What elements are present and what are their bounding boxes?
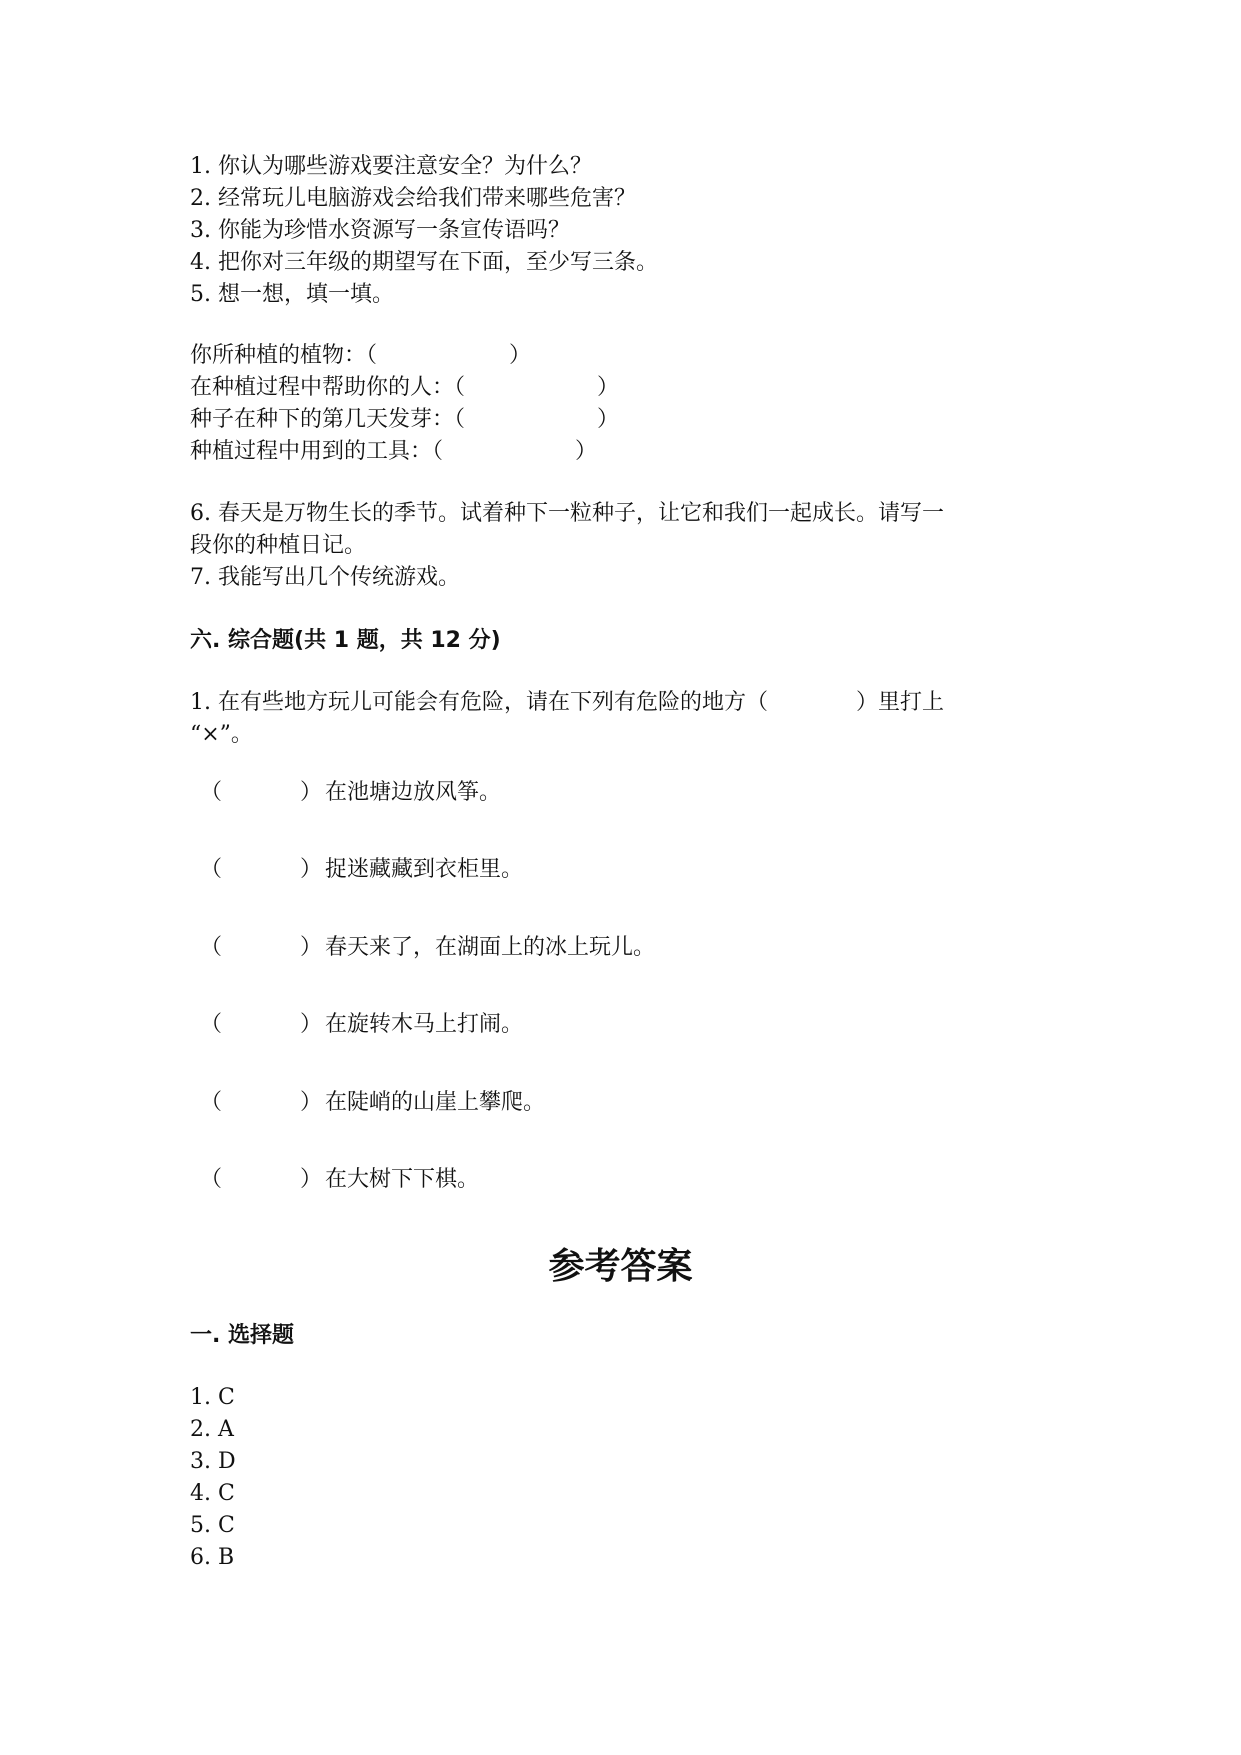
answer-bracket-close: ） <box>300 1090 323 1115</box>
section-6-question-line-1: 1. 在有些地方玩儿可能会有危险，请在下列有危险的地方（ ）里打上 <box>190 690 944 715</box>
question-1: 1. 你认为哪些游戏要注意安全？为什么？ <box>190 154 592 179</box>
answer-bracket-close: ） <box>300 780 323 805</box>
question-4: 4. 把你对三年级的期望写在下面，至少写三条。 <box>190 250 658 275</box>
answer-bracket-close: ） <box>300 857 323 882</box>
question-2: 2. 经常玩儿电脑游戏会给我们带来哪些危害？ <box>190 186 636 211</box>
statement-6: 在大树下下棋。 <box>325 1167 480 1192</box>
answer-3: 3. D <box>190 1449 236 1474</box>
section-6-question-line-2: “×”。 <box>190 722 253 747</box>
answer-bracket-open[interactable]: （ <box>200 1167 223 1192</box>
answer-bracket-close: ） <box>300 935 323 960</box>
statement-3: 春天来了，在湖面上的冰上玩儿。 <box>325 935 656 960</box>
question-3: 3. 你能为珍惜水资源写一条宣传语吗？ <box>190 218 570 243</box>
fill-item-sprout-day: 种子在种下的第几天发芽：（ ） <box>190 407 620 432</box>
answer-bracket-open[interactable]: （ <box>200 1090 223 1115</box>
question-6-line-1: 6. 春天是万物生长的季节。试着种下一粒种子，让它和我们一起成长。请写一 <box>190 501 944 526</box>
statement-2: 捉迷藏藏到衣柜里。 <box>325 857 524 882</box>
answer-bracket-close: ） <box>300 1167 323 1192</box>
fill-item-tools: 种植过程中用到的工具：（ ） <box>190 439 598 464</box>
answer-bracket-open[interactable]: （ <box>200 780 223 805</box>
statement-1: 在池塘边放风筝。 <box>325 780 502 805</box>
answer-1: 1. C <box>190 1385 235 1410</box>
answer-bracket-open[interactable]: （ <box>200 1012 223 1037</box>
answer-4: 4. C <box>190 1481 235 1506</box>
answer-5: 5. C <box>190 1513 235 1538</box>
statement-4: 在旋转木马上打闹。 <box>325 1012 524 1037</box>
answer-bracket-open[interactable]: （ <box>200 857 223 882</box>
fill-item-helper: 在种植过程中帮助你的人：（ ） <box>190 375 620 400</box>
answer-bracket-close: ） <box>300 1012 323 1037</box>
question-5: 5. 想一想，填一填。 <box>190 282 394 307</box>
fill-item-plant: 你所种植的植物：（ ） <box>190 343 532 368</box>
question-6-line-2: 段你的种植日记。 <box>190 533 367 558</box>
section-6-heading: 六. 综合题(共 1 题，共 12 分) <box>190 628 501 653</box>
answer-bracket-open[interactable]: （ <box>200 935 223 960</box>
answer-section-1-heading: 一. 选择题 <box>190 1323 295 1348</box>
answer-key-title: 参考答案 <box>548 1246 693 1287</box>
statement-5: 在陡峭的山崖上攀爬。 <box>325 1090 546 1115</box>
question-7: 7. 我能写出几个传统游戏。 <box>190 565 460 590</box>
answer-2: 2. A <box>190 1417 234 1442</box>
answer-6: 6. B <box>190 1545 235 1570</box>
